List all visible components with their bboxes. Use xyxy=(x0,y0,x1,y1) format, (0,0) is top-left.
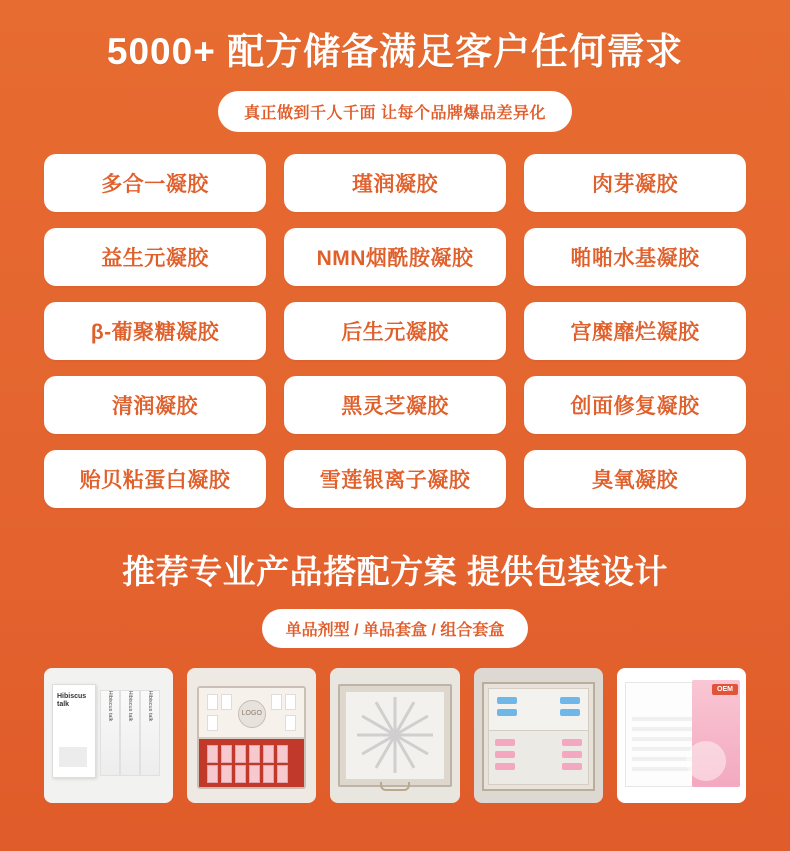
pink-box xyxy=(692,680,740,787)
oem-badge: OEM xyxy=(712,684,738,695)
syringe xyxy=(357,734,395,737)
formula-card[interactable]: 宫糜靡烂凝胶 xyxy=(524,302,746,360)
formula-card[interactable]: 创面修复凝胶 xyxy=(524,376,746,434)
lid-bottle xyxy=(271,694,282,710)
lid-bottle xyxy=(207,694,218,710)
formula-grid xyxy=(44,154,746,508)
gallery-item-sachet-box-set[interactable] xyxy=(44,668,173,803)
ampoule xyxy=(560,709,580,716)
section-title: 推荐专业产品搭配方案 提供包装设计 xyxy=(122,552,668,590)
case-lid xyxy=(199,688,304,740)
logo-placeholder: LOGO xyxy=(238,700,266,728)
pink-packaging-illustration xyxy=(617,668,746,803)
product-gallery xyxy=(44,668,746,803)
formula-card[interactable]: 后生元凝胶 xyxy=(284,302,506,360)
vial xyxy=(263,765,274,783)
formula-card[interactable]: 益生元凝胶 xyxy=(44,228,266,286)
subtitle-pill-container xyxy=(0,91,790,132)
case-interior xyxy=(346,692,443,779)
formula-card[interactable]: 啪啪水基凝胶 xyxy=(524,228,746,286)
lid-bottle xyxy=(285,694,296,710)
formula-card[interactable]: 雪莲银离子凝胶 xyxy=(284,450,506,508)
subtitle-pill: 真正做到千人千面 让每个品牌爆品差异化 xyxy=(218,91,572,132)
vial xyxy=(207,745,218,763)
vial xyxy=(221,765,232,783)
vial xyxy=(249,745,260,763)
page-title: 5000+ 配方储备满足客户任何需求 xyxy=(106,31,684,72)
sachet xyxy=(120,690,140,776)
sachet xyxy=(100,690,120,776)
sachet-text: Hibiscus talk xyxy=(127,690,133,722)
sachet xyxy=(140,690,160,776)
flower-motif xyxy=(686,741,726,781)
gallery-item-syringe-display-case[interactable] xyxy=(330,668,459,803)
vial xyxy=(235,745,246,763)
formula-card[interactable]: 臭氧凝胶 xyxy=(524,450,746,508)
syringe-case-illustration xyxy=(330,668,459,803)
vial xyxy=(277,765,288,783)
carton-brand-text: Hibiscus talk xyxy=(57,692,87,709)
case-lid xyxy=(488,688,589,734)
lid-bottle xyxy=(285,715,296,731)
ampoule-pink xyxy=(562,751,582,758)
red-case-illustration xyxy=(187,668,316,803)
ampoule-pink xyxy=(495,763,515,770)
vial xyxy=(207,765,218,783)
vial xyxy=(235,765,246,783)
formula-card[interactable]: 瑾润凝胶 xyxy=(284,154,506,212)
formula-card[interactable]: NMN烟酰胺凝胶 xyxy=(284,228,506,286)
gallery-item-red-presentation-case[interactable] xyxy=(187,668,316,803)
case-tray xyxy=(199,739,304,787)
vial xyxy=(221,745,232,763)
lid-bottle xyxy=(207,715,218,731)
ampoule-pink xyxy=(495,751,515,758)
sachet-box-illustration xyxy=(44,668,173,803)
case-handle xyxy=(380,782,410,791)
section-pill-container xyxy=(0,609,790,648)
ampoule-pink xyxy=(562,763,582,770)
vial xyxy=(263,745,274,763)
ampoule xyxy=(497,709,517,716)
sachet-text: Hibiscus talk xyxy=(107,690,113,722)
case-base xyxy=(488,730,589,785)
carton-box xyxy=(52,684,96,778)
lid-bottle xyxy=(221,694,232,710)
ampoule xyxy=(497,697,517,704)
gallery-item-pink-oem-packaging[interactable] xyxy=(617,668,746,803)
case-body xyxy=(338,684,451,787)
case-body xyxy=(482,682,595,791)
carton-panel xyxy=(59,747,87,767)
formula-card[interactable]: 贻贝粘蛋白凝胶 xyxy=(44,450,266,508)
formula-card[interactable]: β-葡聚糖凝胶 xyxy=(44,302,266,360)
ampoule xyxy=(560,697,580,704)
formula-card[interactable]: 黑灵芝凝胶 xyxy=(284,376,506,434)
ampoule-case-illustration xyxy=(474,668,603,803)
gallery-item-blue-ampoule-case[interactable] xyxy=(474,668,603,803)
formula-card[interactable]: 肉芽凝胶 xyxy=(524,154,746,212)
sachet-text: Hibiscus talk xyxy=(147,690,153,722)
case-body xyxy=(197,686,306,789)
section-pill: 单品剂型 / 单品套盒 / 组合套盒 xyxy=(262,609,529,648)
formula-card[interactable]: 多合一凝胶 xyxy=(44,154,266,212)
ampoule-pink xyxy=(562,739,582,746)
formula-card[interactable]: 清润凝胶 xyxy=(44,376,266,434)
vial xyxy=(249,765,260,783)
ampoule-pink xyxy=(495,739,515,746)
vial xyxy=(277,745,288,763)
